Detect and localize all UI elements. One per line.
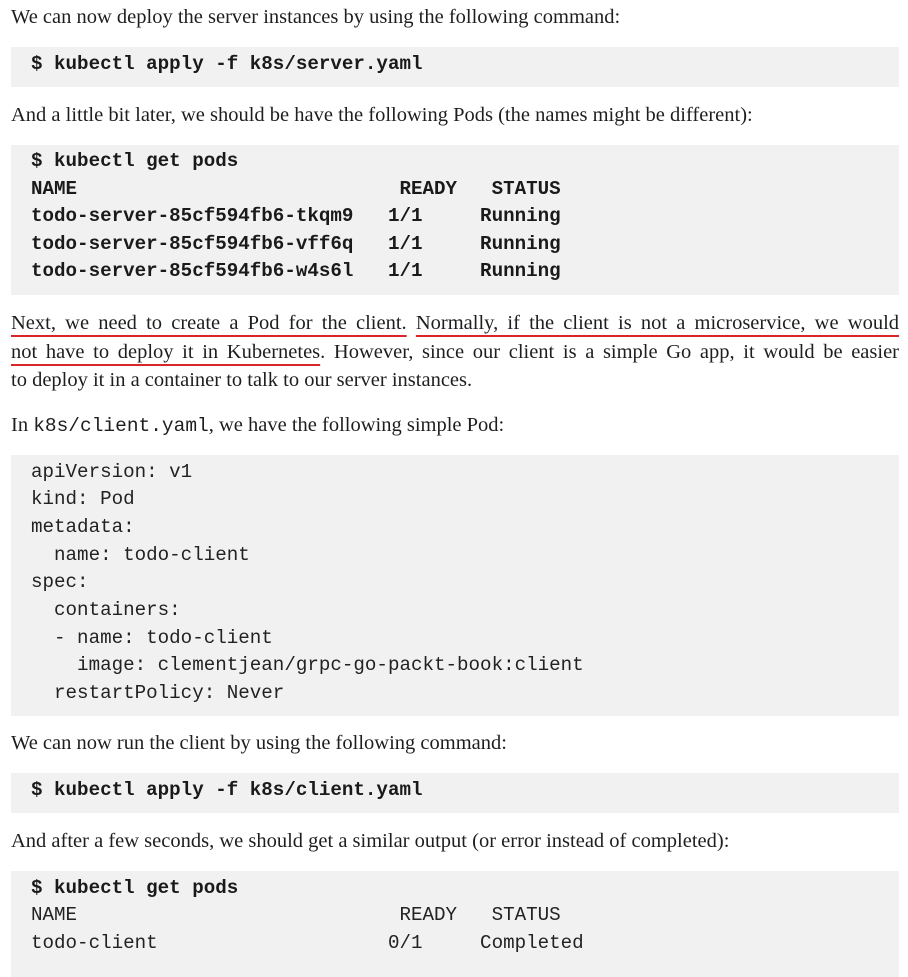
code-line: metadata: [31,516,135,538]
code-line: $ kubectl get pods [31,877,239,899]
underlined-sentence: Normally, if the client is not a microservice, we would [415,312,900,334]
code-line: image: clementjean/grpc-go-packt-book:client [31,654,584,676]
code-line: todo-client 0/1 Completed [31,932,584,954]
code-line: $ kubectl apply -f k8s/client.yaml [31,779,423,801]
paragraph-line [11,309,899,338]
paragraph-pods-intro: And a little bit later, we should be have the following Pods (the names might be different): [11,104,753,126]
underlined-sentence: Next, we need to create a Pod for the client. [11,312,407,334]
code-block-deploy-client [11,773,899,813]
inline-code-filename: k8s/client.yaml [33,415,209,437]
code-line: NAME READY STATUS [31,178,561,200]
paragraph-run-client-intro: We can now run the client by using the following command: [11,732,507,754]
paragraph-create-client-pod [11,309,899,395]
paragraph-deploy-server-intro: We can now deploy the server instances by using the following command: [11,6,621,28]
code-line: name: todo-client [31,544,250,566]
code-line: spec: [31,571,89,593]
code-block-deploy-server [11,47,899,87]
paragraph-text: In [11,414,34,436]
underlined-sentence: not have to deploy it in Kubernetes [11,340,321,363]
code-line: containers: [31,599,181,621]
code-block-client-yaml [11,455,899,716]
paragraph-line: to deploy it in a container to talk to our server instances. [11,369,473,391]
code-line: restartPolicy: Never [31,682,285,704]
code-line: - name: todo-client [31,627,273,649]
paragraph-client-output-intro: And after a few seconds, we should get a similar output (or error instead of completed): [11,830,730,852]
paragraph-line [11,338,899,367]
paragraph-text: . However, since our client is a simple Go app, it would be easier [320,340,899,363]
code-line: todo-server-85cf594fb6-tkqm9 1/1 Running [31,205,561,227]
code-block-get-pods-server [11,145,899,295]
code-line: $ kubectl apply -f k8s/server.yaml [31,53,423,75]
code-line: $ kubectl get pods [31,150,239,172]
code-block-get-pods-client [11,871,899,977]
paragraph-text: , we have the following simple Pod: [208,414,505,436]
code-line: kind: Pod [31,488,135,510]
code-line: todo-server-85cf594fb6-vff6q 1/1 Running [31,233,561,255]
paragraph-client-yaml-intro [11,411,899,441]
code-line: NAME READY STATUS [31,904,561,926]
code-line: apiVersion: v1 [31,461,193,483]
code-line: todo-server-85cf594fb6-w4s6l 1/1 Running [31,260,561,282]
